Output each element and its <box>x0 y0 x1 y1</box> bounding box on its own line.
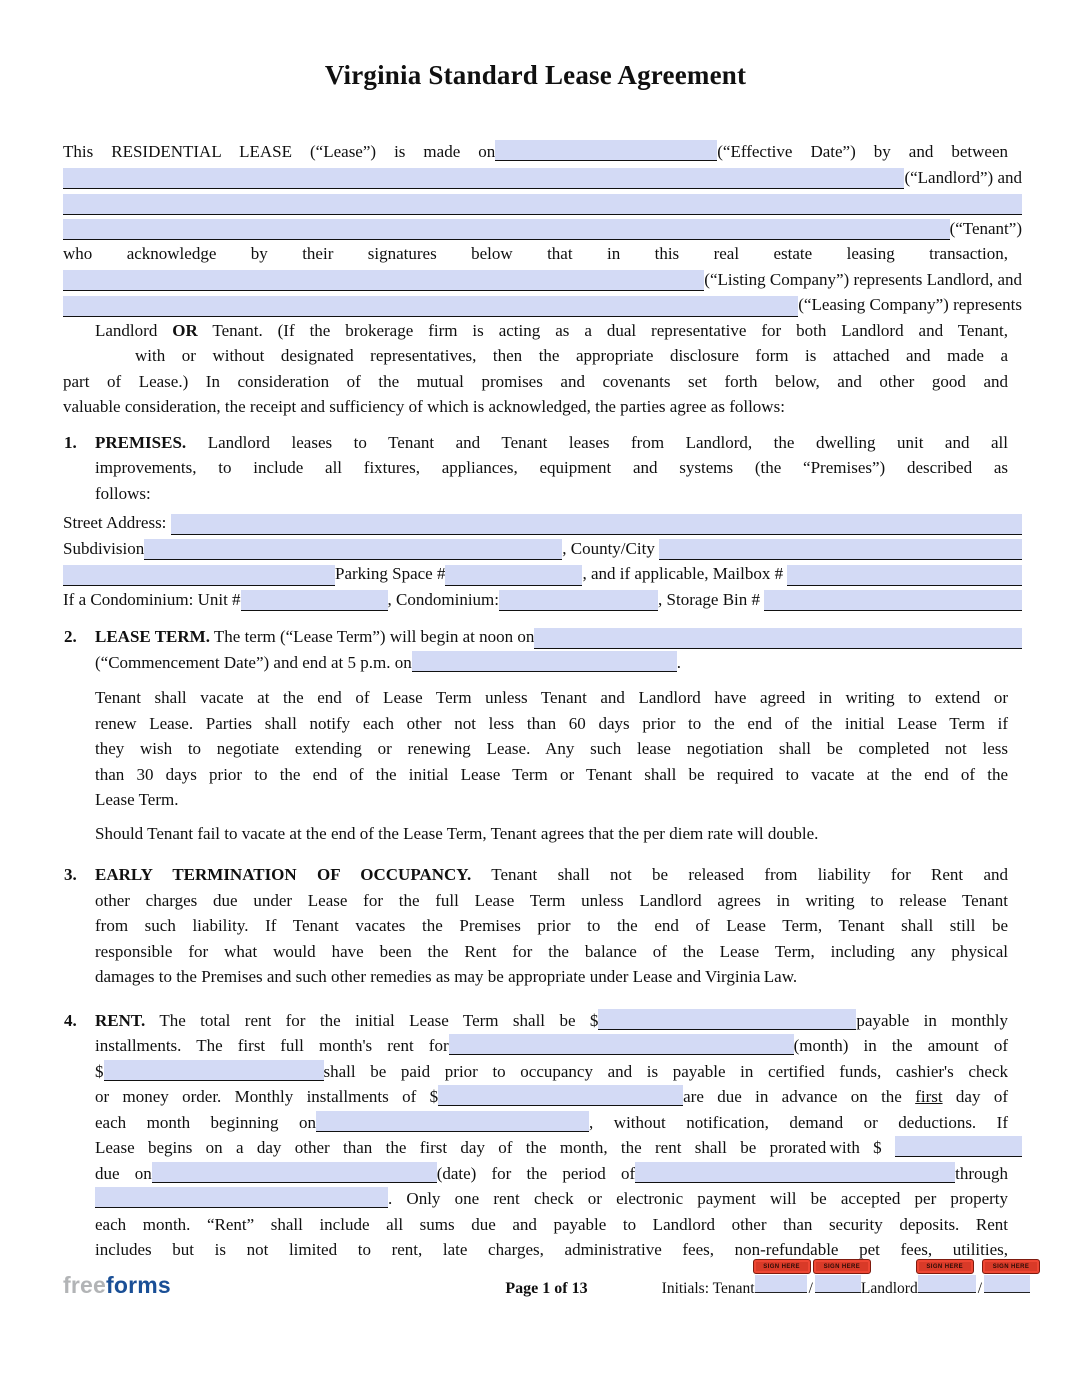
blank-field[interactable] <box>241 590 388 611</box>
section-number: 4. <box>64 1010 77 1030</box>
text-run: each month. “Rent” shall include all sums due and payable to Landlord other than security deposits. Rent <box>95 1214 1008 1234</box>
text-run: installments. The first full month's rent for <box>95 1036 449 1055</box>
blank-field[interactable] <box>63 565 335 586</box>
text-run: . <box>676 652 681 672</box>
document-line <box>63 862 1008 888</box>
document-line <box>63 343 1008 369</box>
document-line <box>63 939 1008 965</box>
blank-field[interactable] <box>495 140 717 161</box>
document-line <box>63 1008 1008 1034</box>
text-run: Lease begins on a day other than the first day of the month, the rent shall be prorated with $ <box>95 1138 895 1157</box>
text-run: Landlord leases to Tenant and Tenant leases from Landlord, the dwelling unit and all <box>186 432 1008 452</box>
text-run: Subdivision <box>63 538 145 558</box>
freeforms-logo <box>63 1272 171 1298</box>
blank-field[interactable] <box>95 1187 388 1208</box>
document-line <box>63 888 1008 914</box>
blank-field[interactable] <box>104 1060 324 1081</box>
document-line <box>63 1161 1008 1187</box>
text-run: OR <box>172 320 198 340</box>
blank-field[interactable] <box>63 194 1022 215</box>
document-line <box>63 1084 1008 1110</box>
text-run: shall be paid prior to occupancy and is payable in certified funds, cashier's check <box>323 1061 1008 1081</box>
document-line <box>63 241 1008 267</box>
document-line <box>63 455 1008 481</box>
blank-field[interactable] <box>63 219 950 240</box>
document-line <box>63 624 1022 650</box>
text-run: Tenant. (If the brokerage firm is acting as a dual representative for both Landlord and Tenant, <box>197 320 1008 340</box>
blank-field[interactable] <box>787 565 1022 586</box>
sign-here-tab[interactable]: SIGN HERE <box>813 1259 871 1274</box>
blank-field[interactable] <box>63 270 704 291</box>
document-line <box>63 587 1022 613</box>
text-run: If a Condominium: Unit # <box>63 589 241 609</box>
landlord-initials-field-1[interactable] <box>918 1263 976 1293</box>
document-line <box>63 1212 1008 1238</box>
document-line <box>63 762 1008 788</box>
document-line <box>63 216 1022 242</box>
text-run: Parking Space # <box>335 564 446 583</box>
text-run: valuable consideration, the receipt and sufficiency of which is acknowledged, the parties agree as follows: <box>63 397 785 416</box>
document-line <box>63 650 1008 676</box>
document-line <box>63 1059 1008 1085</box>
landlord-initials-field-2[interactable] <box>984 1263 1030 1293</box>
page-footer <box>0 1263 1070 1299</box>
blank-field[interactable] <box>659 539 1022 560</box>
text-run: , Storage Bin # <box>658 589 765 609</box>
blank-field[interactable] <box>63 168 904 189</box>
text-run: day of <box>942 1087 1008 1106</box>
initials-label: Initials: Tenant <box>661 1280 755 1297</box>
text-run: LEASE TERM. <box>95 627 210 646</box>
document-line <box>63 821 1008 847</box>
text-run: they wish to negotiate extending or renewing Lease. Any such lease negotiation shall be completed not less <box>95 739 1008 758</box>
text-run: , Condominium: <box>387 589 500 609</box>
text-run: This RESIDENTIAL LEASE (“Lease”) is made on <box>63 142 496 161</box>
document-line <box>63 736 1008 762</box>
text-run: through <box>955 1163 1008 1183</box>
footer-logo-area <box>63 1272 505 1299</box>
document-line <box>63 964 1008 990</box>
text-run: RENT. <box>95 1010 146 1030</box>
tenant-initials-field-2[interactable] <box>815 1263 861 1293</box>
text-run: damages to the Premises and such other remedies as may be appropriate under Lease and Virginia Law. <box>95 967 798 986</box>
document-line <box>63 561 1022 587</box>
document-line <box>63 711 1008 737</box>
text-run: follows: <box>95 483 151 503</box>
text-run: , County/City <box>562 538 660 558</box>
text-run: The total rent for the initial Lease Term shall be $ <box>145 1010 599 1030</box>
text-run: improvements, to include all fixtures, appliances, equipment and systems (the “Premises”) described as <box>95 458 1008 477</box>
text-run: renew Lease. Parties shall notify each other not less than 60 days prior to the end of the initial Lease Term if <box>95 713 1008 733</box>
text-run: EARLY TERMINATION OF OCCUPANCY. <box>95 865 472 884</box>
logo-free-text: free <box>63 1272 106 1298</box>
section-number: 3. <box>64 865 77 884</box>
document-line <box>63 1186 1008 1212</box>
document-line <box>63 139 1008 165</box>
text-run: (date) for the period of <box>436 1163 636 1183</box>
blank-field[interactable] <box>449 1034 794 1055</box>
document-line <box>63 685 1008 711</box>
text-run: , and if applicable, Mailbox # <box>582 564 788 583</box>
text-run: Street Address: <box>63 513 171 532</box>
document-line <box>63 913 1008 939</box>
blank-field[interactable] <box>412 651 677 672</box>
page-title: Virginia Standard Lease Agreement <box>324 60 747 90</box>
blank-field[interactable] <box>63 296 798 317</box>
section-number: 1. <box>64 432 77 452</box>
blank-field[interactable] <box>144 539 562 560</box>
text-run: The term (“Lease Term”) will begin at noon on <box>209 627 535 646</box>
document-line <box>63 190 1022 216</box>
document-line <box>63 1135 1022 1161</box>
blank-field[interactable] <box>171 514 1022 535</box>
document-line <box>63 267 1022 293</box>
text-run: from such liability. If Tenant vacates the Premises prior to the end of Lease Term, Tenant shall still be <box>95 916 1008 935</box>
text-run: Should Tenant fail to vacate at the end of the Lease Term, Tenant agrees that the per diem rate will double. <box>95 823 819 843</box>
text-run: includes but is not limited to rent, late charges, administrative fees, non-refundable pet fees, utilities, <box>95 1240 1008 1259</box>
text-run: or money order. Monthly installments of $ <box>95 1087 439 1106</box>
text-run: (“Landlord”) and <box>904 167 1022 187</box>
sign-here-tab[interactable]: SIGN HERE <box>982 1259 1040 1274</box>
logo-forms-text: forms <box>106 1272 171 1298</box>
text-run: than 30 days prior to the end of the initial Lease Term or Tenant shall be required to vacate at the end of the <box>95 764 1008 784</box>
text-run: $ <box>95 1061 104 1081</box>
document-body <box>63 139 1070 1263</box>
text-run: (month) in the amount of <box>793 1036 1008 1055</box>
text-run: due on <box>95 1163 152 1183</box>
text-run: Landlord <box>95 320 173 340</box>
document-line <box>63 430 1008 456</box>
document-line <box>63 318 1008 344</box>
text-run: part of Lease.) In consideration of the mutual promises and covenants set forth below, and other good and <box>63 371 1008 391</box>
text-run: Lease Term. <box>95 790 179 809</box>
page-number: Page 1 of 13 <box>505 1280 588 1297</box>
text-run: payable in monthly <box>856 1010 1008 1030</box>
document-line <box>63 292 1022 318</box>
text-run: who acknowledge by their signatures below that in this real estate leasing transaction, <box>63 244 1008 263</box>
text-run: (“Leasing Company”) represents <box>798 295 1022 314</box>
text-run: . Only one rent check or electronic payment will be accepted per property <box>388 1189 1008 1208</box>
document-line <box>63 481 1008 507</box>
text-run: (“Listing Company”) represents Landlord, and <box>704 269 1022 289</box>
initials-separator: / <box>808 1280 813 1297</box>
tenant-initials-field-1[interactable] <box>755 1263 807 1293</box>
blank-field[interactable] <box>316 1111 589 1132</box>
text-run: first <box>915 1087 943 1106</box>
blank-field[interactable] <box>598 1009 856 1030</box>
blank-field[interactable] <box>499 590 658 611</box>
text-run: with or without designated representatives, then the appropriate disclosure form is attached and made a <box>135 346 1008 365</box>
text-run: Tenant shall vacate at the end of Lease Term unless Tenant and Landlord have agreed in writing to extend or <box>95 688 1008 707</box>
sign-here-tab[interactable]: SIGN HERE <box>916 1259 974 1274</box>
sign-here-tab[interactable]: SIGN HERE <box>753 1259 811 1274</box>
blank-field[interactable] <box>438 1085 683 1106</box>
blank-field[interactable] <box>534 628 1022 649</box>
text-run: other charges due under Lease for the full Lease Term unless Landlord agrees in writing to release Tenant <box>95 890 1008 910</box>
document-line <box>63 1110 1008 1136</box>
text-run: (“Commencement Date”) and end at 5 p.m. on <box>95 652 412 672</box>
document-line <box>63 510 1022 536</box>
document-line <box>63 369 1008 395</box>
blank-field[interactable] <box>895 1136 1022 1157</box>
document-line <box>63 1033 1008 1059</box>
text-run: Tenant shall not be released from liability for Rent and <box>471 865 1008 884</box>
text-run: , without notification, demand or deductions. If <box>589 1112 1008 1132</box>
text-run: are due in advance on the <box>683 1087 916 1106</box>
initials-row <box>588 1263 1030 1298</box>
text-run: (“Tenant”) <box>949 218 1022 238</box>
text-run: responsible for what would have been the Rent for the balance of the Lease Term, including any physical <box>95 941 1008 961</box>
blank-field[interactable] <box>764 590 1022 611</box>
initials-separator: / <box>977 1280 983 1297</box>
blank-field[interactable] <box>635 1162 955 1183</box>
section-number: 2. <box>64 627 77 646</box>
document-line <box>63 394 1008 420</box>
document-line <box>63 787 1008 813</box>
blank-field[interactable] <box>445 565 582 586</box>
text-run: PREMISES. <box>95 432 187 452</box>
initials-landlord-label: Landlord <box>860 1280 918 1297</box>
document-line <box>63 165 1022 191</box>
text-run: (“Effective Date”) by and between <box>717 142 1008 161</box>
text-run: each month beginning on <box>95 1112 317 1132</box>
document-line <box>63 536 1022 562</box>
blank-field[interactable] <box>152 1162 437 1183</box>
